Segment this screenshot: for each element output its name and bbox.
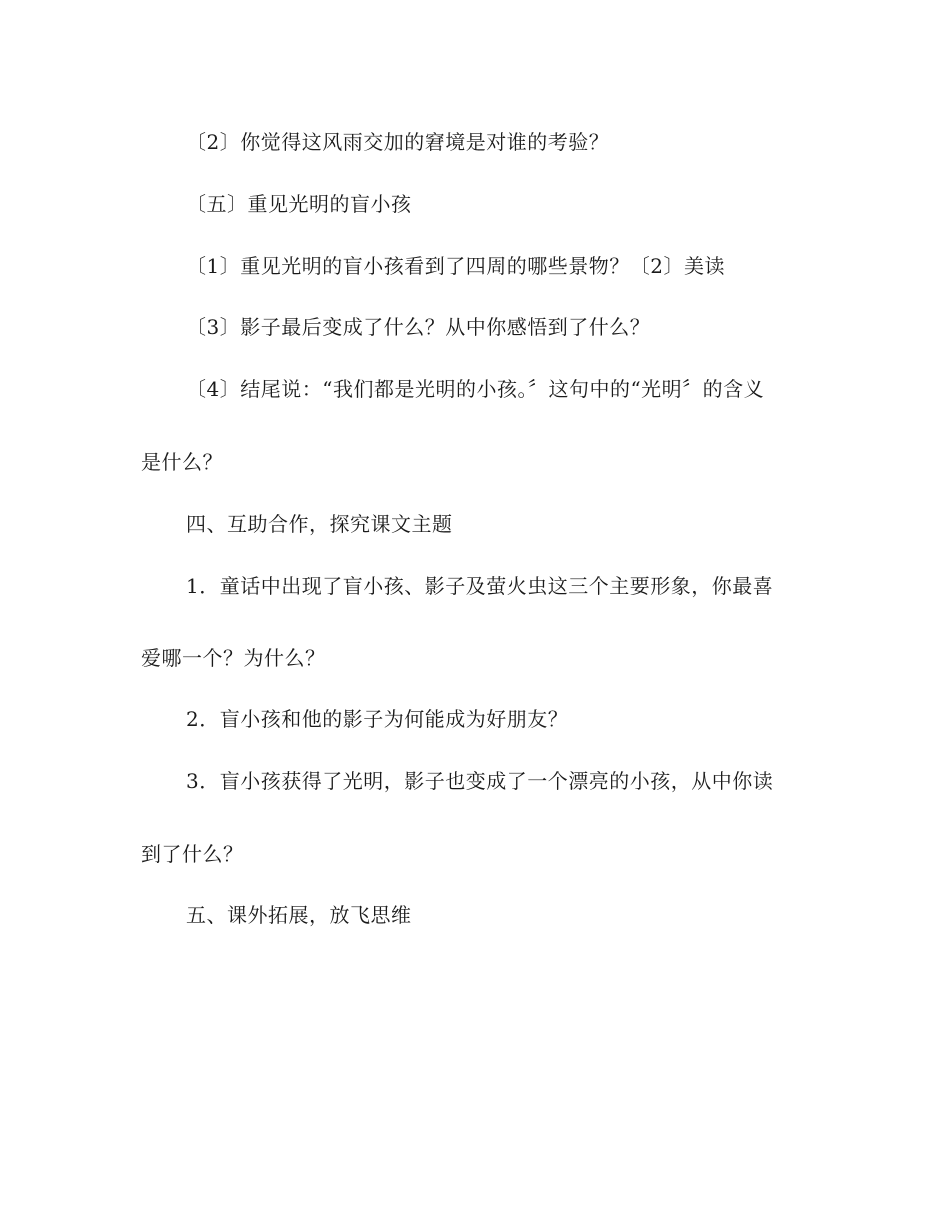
question-item: 1．童话中出现了盲小孩、影子及萤火虫这三个主要形象，你最喜 xyxy=(186,574,774,598)
section-heading: 四、互助合作，探究课文主题 xyxy=(186,512,453,536)
question-item-continuation: 爱哪一个？为什么？ xyxy=(141,646,326,670)
question-item: 〔3〕影子最后变成了什么？从中你感悟到了什么？ xyxy=(186,315,651,339)
question-item: 3．盲小孩获得了光明，影子也变成了一个漂亮的小孩，从中你读 xyxy=(186,769,774,793)
question-item: 〔4〕结尾说：“我们都是光明的小孩。〞这句中的“光明〞的含义 xyxy=(186,377,765,401)
question-item-continuation: 到了什么？ xyxy=(141,842,244,866)
question-item: 〔1〕重见光明的盲小孩看到了四周的哪些景物？〔2〕美读 xyxy=(186,254,725,278)
section-heading: 五、课外拓展，放飞思维 xyxy=(186,903,412,927)
section-heading: 〔五〕重见光明的盲小孩 xyxy=(186,192,412,216)
question-item: 2．盲小孩和他的影子为何能成为好朋友？ xyxy=(186,707,569,731)
question-item-continuation: 是什么？ xyxy=(141,450,223,474)
question-item: 〔2〕你觉得这风雨交加的窘境是对谁的考验？ xyxy=(186,130,610,154)
